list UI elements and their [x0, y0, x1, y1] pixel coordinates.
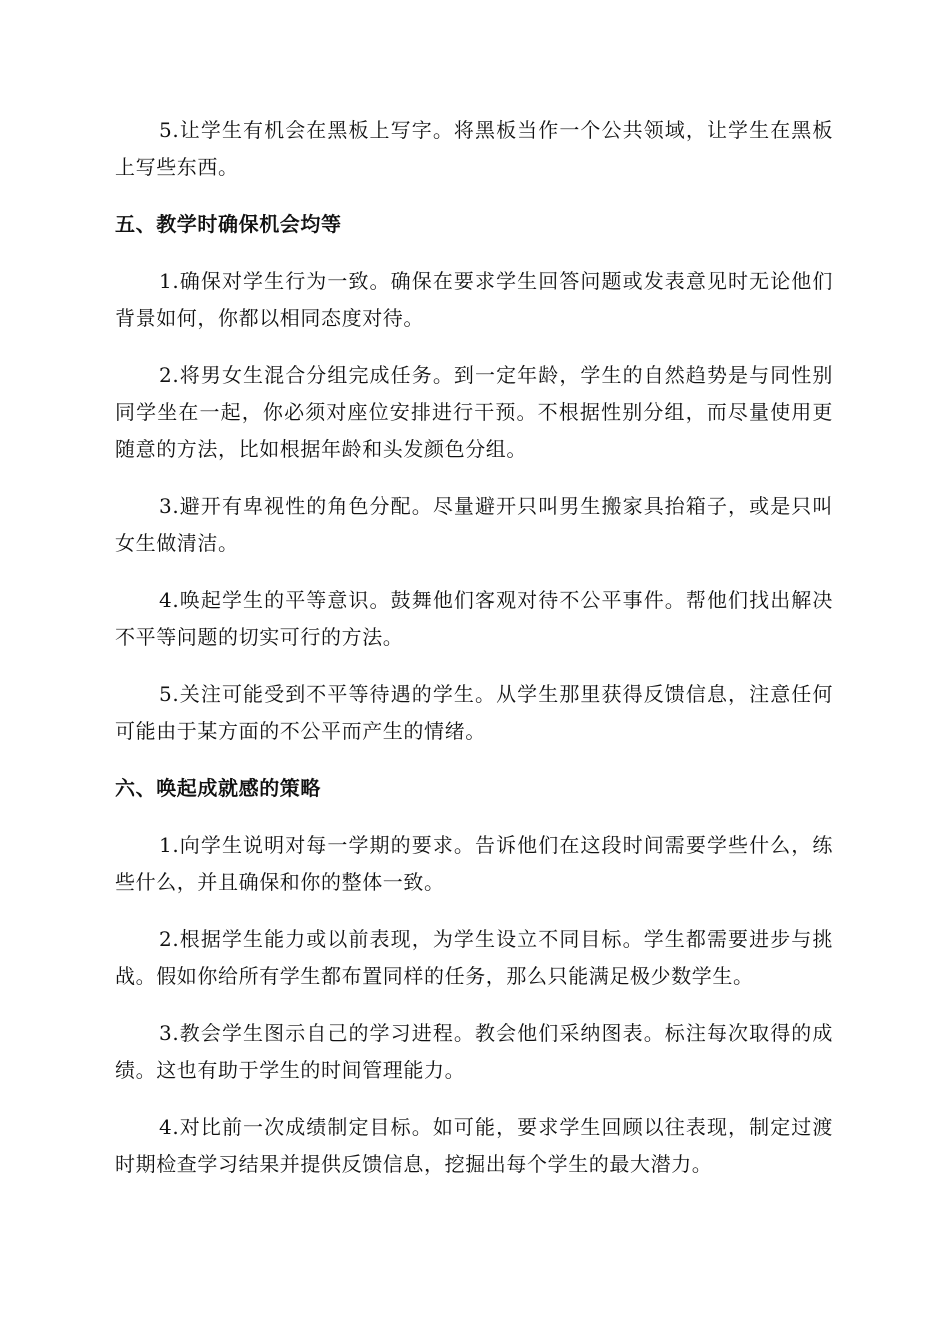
section-heading-equal-opportunity: 五、教学时确保机会均等 [115, 212, 342, 236]
paragraph-role-assignment: 3.避开有卑视性的角色分配。尽量避开只叫男生搬家具抬箱子，或是只叫女生做清洁。 [115, 494, 833, 555]
document-page [115, 112, 833, 1203]
paragraph-blackboard-writing: 5.让学生有机会在黑板上写字。将黑板当作一个公共领域，让学生在黑板上写些东西。 [115, 118, 833, 179]
section-heading-achievement-strategies: 六、唤起成就感的策略 [115, 776, 321, 800]
paragraph-term-requirements: 1.向学生说明对每一学期的要求。告诉他们在这段时间需要学些什么，练些什么，并且确保和你的整体一致。 [115, 833, 833, 894]
paragraph-mixed-grouping: 2.将男女生混合分组完成任务。到一定年龄，学生的自然趋势是与同性别同学坐在一起，你必须对座位安排进行干预。不根据性别分组，而尽量使用更随意的方法，比如根据年龄和头发颜色分组。 [115, 363, 833, 461]
paragraph-goal-setting: 4.对比前一次成绩制定目标。如可能，要求学生回顾以往表现，制定过渡时期检查学习结果并提供反馈信息，挖掘出每个学生的最大潜力。 [115, 1115, 833, 1176]
paragraph-consistent-behavior: 1.确保对学生行为一致。确保在要求学生回答问题或发表意见时无论他们背景如何，你都以相同态度对待。 [115, 269, 833, 330]
paragraph-learning-progress-chart: 3.教会学生图示自己的学习进程。教会他们采纳图表。标注每次取得的成绩。这也有助于学生的时间管理能力。 [115, 1021, 833, 1082]
paragraph-unequal-treatment: 5.关注可能受到不平等待遇的学生。从学生那里获得反馈信息，注意任何可能由于某方面的不公平而产生的情绪。 [115, 682, 833, 743]
paragraph-different-goals: 2.根据学生能力或以前表现，为学生设立不同目标。学生都需要进步与挑战。假如你给所有学生都布置同样的任务，那么只能满足极少数学生。 [115, 927, 833, 988]
paragraph-equality-awareness: 4.唤起学生的平等意识。鼓舞他们客观对待不公平事件。帮他们找出解决不平等问题的切实可行的方法。 [115, 588, 833, 649]
